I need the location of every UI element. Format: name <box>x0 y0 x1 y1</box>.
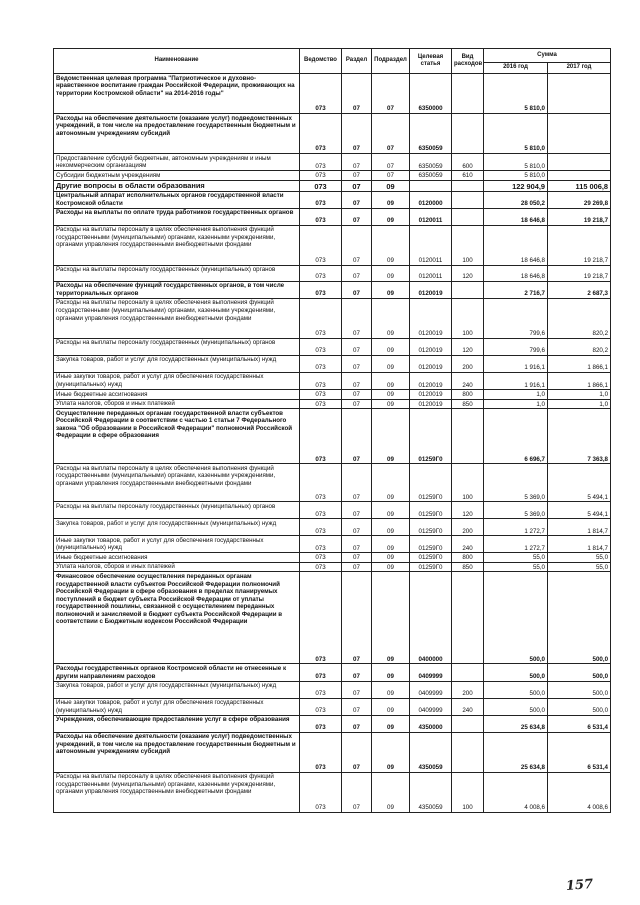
cell-sum-2017: 500,0 <box>548 664 611 681</box>
table-row <box>54 409 611 464</box>
cell-subsection: 09 <box>372 553 410 563</box>
cell-subsection: 07 <box>372 154 410 171</box>
table-row <box>54 732 611 772</box>
cell-target-item: 0120019 <box>410 372 452 389</box>
table-row <box>54 225 611 265</box>
cell-subsection: 09 <box>372 409 410 464</box>
table-row <box>54 298 611 338</box>
cell-subsection: 09 <box>372 225 410 265</box>
cell-department: 073 <box>300 553 342 563</box>
cell-subsection: 09 <box>372 265 410 281</box>
cell-department: 073 <box>300 208 342 225</box>
cell-sum-2017: 6 531,4 <box>548 715 611 732</box>
cell-sum-2017: 115 006,8 <box>548 180 611 191</box>
cell-target-item: 01259Г0 <box>410 409 452 464</box>
cell-department: 073 <box>300 681 342 698</box>
cell-subsection: 07 <box>372 171 410 181</box>
cell-department: 073 <box>300 265 342 281</box>
cell-target-item: 0409999 <box>410 664 452 681</box>
cell-subsection: 09 <box>372 732 410 772</box>
cell-department: 073 <box>300 171 342 181</box>
cell-sum-2016: 500,0 <box>484 664 548 681</box>
cell-section: 07 <box>342 772 372 812</box>
cell-name: Расходы на выплаты персоналу государственных (муниципальных) органов <box>54 338 300 355</box>
cell-sum-2016: 500,0 <box>484 572 548 664</box>
cell-department: 073 <box>300 562 342 572</box>
cell-sum-2017: 2 687,3 <box>548 281 611 298</box>
cell-expense-type <box>452 281 484 298</box>
cell-section: 07 <box>342 536 372 553</box>
cell-department: 073 <box>300 74 342 114</box>
cell-sum-2016: 500,0 <box>484 681 548 698</box>
cell-expense-type <box>452 180 484 191</box>
cell-target-item: 0120011 <box>410 225 452 265</box>
cell-sum-2017: 820,2 <box>548 298 611 338</box>
cell-section: 07 <box>342 338 372 355</box>
cell-sum-2016: 5 369,0 <box>484 502 548 519</box>
cell-sum-2016: 5 810,0 <box>484 114 548 154</box>
cell-target-item: 0120019 <box>410 355 452 372</box>
table-row <box>54 355 611 372</box>
cell-sum-2017: 500,0 <box>548 681 611 698</box>
cell-sum-2017: 1 866,1 <box>548 355 611 372</box>
table-row <box>54 715 611 732</box>
cell-department: 073 <box>300 281 342 298</box>
cell-name: Другие вопросы в области образования <box>54 180 300 191</box>
cell-subsection: 09 <box>372 536 410 553</box>
cell-section: 07 <box>342 265 372 281</box>
cell-subsection: 09 <box>372 464 410 502</box>
cell-section: 07 <box>342 553 372 563</box>
cell-name: Предоставление субсидий бюджетным, автономным учреждениям и иным некоммерческим организациям <box>54 154 300 171</box>
table-row <box>54 191 611 208</box>
cell-expense-type: 240 <box>452 698 484 715</box>
cell-expense-type: 800 <box>452 553 484 563</box>
cell-expense-type <box>452 208 484 225</box>
cell-name: Закупка товаров, работ и услуг для государственных (муниципальных) нужд <box>54 519 300 536</box>
cell-section: 07 <box>342 114 372 154</box>
cell-sum-2017: 5 494,1 <box>548 502 611 519</box>
cell-sum-2016: 1 272,7 <box>484 536 548 553</box>
cell-target-item: 0409999 <box>410 681 452 698</box>
header-year-2017: 2017 год <box>548 63 611 74</box>
cell-department: 073 <box>300 372 342 389</box>
cell-sum-2017: 820,2 <box>548 338 611 355</box>
cell-expense-type: 200 <box>452 519 484 536</box>
cell-name: Финансовое обеспечение осуществления переданных органам государственной власти субъектов Российской Федерации полномочий Российской Федерации в сфере образования в пределах планируемых поступлений в бюджет субъекта Российской Федерации от уплаты государственной пошлины, связанной с осуществлением переданных полномочий и зачисляемой в бюджет субъекта Российской Федерации в соответствии с Бюджетным кодексом Российской Федерации <box>54 572 300 664</box>
cell-sum-2016: 6 696,7 <box>484 409 548 464</box>
cell-section: 07 <box>342 180 372 191</box>
table-row <box>54 154 611 171</box>
table-row <box>54 208 611 225</box>
cell-section: 07 <box>342 390 372 400</box>
cell-department: 073 <box>300 502 342 519</box>
cell-name: Центральный аппарат исполнительных органов государственной власти Костромской области <box>54 191 300 208</box>
table-row <box>54 572 611 664</box>
cell-department: 073 <box>300 732 342 772</box>
cell-sum-2016: 5 810,0 <box>484 154 548 171</box>
cell-subsection: 09 <box>372 281 410 298</box>
cell-sum-2017: 1,0 <box>548 399 611 409</box>
cell-section: 07 <box>342 698 372 715</box>
header-name: Наименование <box>54 49 300 74</box>
cell-department: 073 <box>300 225 342 265</box>
cell-expense-type <box>452 572 484 664</box>
table-row <box>54 265 611 281</box>
cell-sum-2017: 500,0 <box>548 572 611 664</box>
cell-section: 07 <box>342 372 372 389</box>
cell-section: 07 <box>342 298 372 338</box>
cell-name: Расходы на выплаты персоналу в целях обеспечения выполнения функций государственными (муниципальными) органами, казенными учреждениями, органами управления государственными внебюджетными фондами <box>54 298 300 338</box>
cell-target-item: 0120011 <box>410 265 452 281</box>
cell-department: 073 <box>300 698 342 715</box>
cell-sum-2016: 55,0 <box>484 562 548 572</box>
cell-subsection: 09 <box>372 664 410 681</box>
cell-target-item: 01259Г0 <box>410 519 452 536</box>
cell-sum-2016: 799,6 <box>484 298 548 338</box>
header-subsection: Подраздел <box>372 49 410 74</box>
table-row <box>54 536 611 553</box>
cell-section: 07 <box>342 681 372 698</box>
cell-target-item: 0120019 <box>410 390 452 400</box>
cell-department: 073 <box>300 154 342 171</box>
cell-department: 073 <box>300 191 342 208</box>
cell-sum-2016: 5 810,0 <box>484 74 548 114</box>
cell-expense-type: 120 <box>452 502 484 519</box>
cell-department: 073 <box>300 114 342 154</box>
cell-sum-2017 <box>548 154 611 171</box>
cell-section: 07 <box>342 732 372 772</box>
cell-subsection: 09 <box>372 191 410 208</box>
cell-section: 07 <box>342 519 372 536</box>
cell-subsection: 09 <box>372 698 410 715</box>
cell-target-item: 6350059 <box>410 114 452 154</box>
cell-section: 07 <box>342 399 372 409</box>
cell-subsection: 09 <box>372 562 410 572</box>
cell-department: 073 <box>300 464 342 502</box>
header-department: Ведомство <box>300 49 342 74</box>
cell-sum-2016: 1 272,7 <box>484 519 548 536</box>
cell-expense-type: 610 <box>452 171 484 181</box>
cell-subsection: 09 <box>372 519 410 536</box>
cell-expense-type: 240 <box>452 536 484 553</box>
cell-sum-2016: 28 050,2 <box>484 191 548 208</box>
cell-expense-type: 850 <box>452 562 484 572</box>
cell-name: Иные закупки товаров, работ и услуг для обеспечения государственных (муниципальных) нужд <box>54 536 300 553</box>
cell-department: 073 <box>300 409 342 464</box>
cell-sum-2016: 18 646,8 <box>484 225 548 265</box>
cell-department: 073 <box>300 390 342 400</box>
cell-sum-2017: 19 218,7 <box>548 265 611 281</box>
cell-sum-2017 <box>548 74 611 114</box>
cell-department: 073 <box>300 536 342 553</box>
cell-subsection: 09 <box>372 298 410 338</box>
cell-sum-2017 <box>548 114 611 154</box>
cell-target-item: 6350000 <box>410 74 452 114</box>
cell-section: 07 <box>342 715 372 732</box>
table-row <box>54 74 611 114</box>
table-row <box>54 171 611 181</box>
cell-subsection: 09 <box>372 772 410 812</box>
table-row <box>54 698 611 715</box>
cell-department: 073 <box>300 298 342 338</box>
cell-name: Расходы государственных органов Костромской области не отнесенные к другим направлениям расходов <box>54 664 300 681</box>
cell-target-item: 01259Г0 <box>410 562 452 572</box>
cell-target-item: 01259Г0 <box>410 536 452 553</box>
cell-subsection: 09 <box>372 399 410 409</box>
cell-subsection: 09 <box>372 715 410 732</box>
cell-department: 073 <box>300 180 342 191</box>
cell-subsection: 09 <box>372 502 410 519</box>
cell-sum-2017: 500,0 <box>548 698 611 715</box>
cell-sum-2017: 1 814,7 <box>548 536 611 553</box>
table-row <box>54 372 611 389</box>
cell-department: 073 <box>300 572 342 664</box>
header-target-item: Целевая статья <box>410 49 452 74</box>
cell-target-item: 0120011 <box>410 208 452 225</box>
cell-section: 07 <box>342 409 372 464</box>
cell-section: 07 <box>342 664 372 681</box>
cell-name: Расходы на выплаты персоналу в целях обеспечения выполнения функций государственными (муниципальными) органами, казенными учреждениями, органами управления государственными внебюджетными фондами <box>54 464 300 502</box>
cell-department: 073 <box>300 338 342 355</box>
header-sum: Сумма <box>484 49 611 63</box>
page-number: 157 <box>565 877 594 894</box>
cell-target-item: 6350059 <box>410 154 452 171</box>
cell-sum-2016: 1 916,1 <box>484 355 548 372</box>
cell-subsection: 09 <box>372 681 410 698</box>
table-row <box>54 562 611 572</box>
cell-name: Уплата налогов, сборов и иных платежей <box>54 562 300 572</box>
cell-sum-2016: 18 646,8 <box>484 208 548 225</box>
cell-department: 073 <box>300 399 342 409</box>
cell-section: 07 <box>342 74 372 114</box>
cell-sum-2016: 55,0 <box>484 553 548 563</box>
budget-table <box>53 48 611 813</box>
cell-sum-2017: 1 814,7 <box>548 519 611 536</box>
cell-sum-2017 <box>548 171 611 181</box>
table-row <box>54 281 611 298</box>
cell-department: 073 <box>300 772 342 812</box>
table-row <box>54 553 611 563</box>
cell-target-item: 0120000 <box>410 191 452 208</box>
cell-sum-2016: 799,6 <box>484 338 548 355</box>
table-row <box>54 664 611 681</box>
cell-section: 07 <box>342 191 372 208</box>
cell-section: 07 <box>342 502 372 519</box>
cell-name: Расходы на обеспечение функций государственных органов, в том числе территориальных органов <box>54 281 300 298</box>
cell-sum-2016: 25 634,8 <box>484 732 548 772</box>
cell-department: 073 <box>300 715 342 732</box>
cell-section: 07 <box>342 572 372 664</box>
cell-name: Закупка товаров, работ и услуг для государственных (муниципальных) нужд <box>54 355 300 372</box>
table-row <box>54 180 611 191</box>
cell-name: Расходы на выплаты персоналу в целях обеспечения выполнения функций государственными (муниципальными) органами, казенными учреждениями, органами управления государственными внебюджетными фондами <box>54 225 300 265</box>
cell-target-item: 4350059 <box>410 772 452 812</box>
cell-name: Иные закупки товаров, работ и услуг для обеспечения государственных (муниципальных) нужд <box>54 372 300 389</box>
cell-section: 07 <box>342 464 372 502</box>
cell-expense-type: 100 <box>452 772 484 812</box>
cell-target-item: 0120019 <box>410 338 452 355</box>
cell-target-item: 0120019 <box>410 281 452 298</box>
cell-target-item: 01259Г0 <box>410 464 452 502</box>
cell-section: 07 <box>342 355 372 372</box>
cell-sum-2017: 19 218,7 <box>548 225 611 265</box>
cell-subsection: 07 <box>372 74 410 114</box>
cell-section: 07 <box>342 281 372 298</box>
cell-department: 073 <box>300 519 342 536</box>
cell-sum-2017: 5 494,1 <box>548 464 611 502</box>
cell-subsection: 09 <box>372 372 410 389</box>
cell-name: Осуществление переданных органам государственной власти субъектов Российской Федерации в соответствии с частью 1 статьи 7 Федерального закона "Об образовании в Российской Федерации" полномочий Российской Федерации в сфере образования <box>54 409 300 464</box>
cell-sum-2017: 19 218,7 <box>548 208 611 225</box>
table-row <box>54 338 611 355</box>
cell-sum-2016: 25 634,8 <box>484 715 548 732</box>
cell-name: Закупка товаров, работ и услуг для государственных (муниципальных) нужд <box>54 681 300 698</box>
cell-expense-type: 100 <box>452 225 484 265</box>
cell-name: Расходы на выплаты персоналу государственных (муниципальных) органов <box>54 265 300 281</box>
table-row <box>54 399 611 409</box>
cell-name: Иные бюджетные ассигнования <box>54 553 300 563</box>
cell-name: Иные закупки товаров, работ и услуг для обеспечения государственных (муниципальных) нужд <box>54 698 300 715</box>
cell-name: Расходы на обеспечение деятельности (оказание услуг) подведомственных учреждений, в том числе на предоставление государственным бюджетным и автономным учреждениям субсидий <box>54 732 300 772</box>
cell-sum-2016: 122 904,9 <box>484 180 548 191</box>
table-body <box>54 74 611 813</box>
cell-sum-2016: 500,0 <box>484 698 548 715</box>
cell-section: 07 <box>342 154 372 171</box>
cell-sum-2017: 4 008,6 <box>548 772 611 812</box>
cell-expense-type <box>452 74 484 114</box>
cell-sum-2017: 55,0 <box>548 553 611 563</box>
cell-target-item: 6350059 <box>410 171 452 181</box>
cell-name: Учреждения, обеспечивающие предоставление услуг в сфере образования <box>54 715 300 732</box>
cell-target-item: 4350059 <box>410 732 452 772</box>
cell-sum-2016: 4 008,6 <box>484 772 548 812</box>
cell-name: Субсидии бюджетным учреждениям <box>54 171 300 181</box>
cell-section: 07 <box>342 225 372 265</box>
cell-target-item <box>410 180 452 191</box>
cell-sum-2016: 5 369,0 <box>484 464 548 502</box>
cell-sum-2017: 1 866,1 <box>548 372 611 389</box>
cell-target-item: 0120019 <box>410 399 452 409</box>
cell-expense-type <box>452 664 484 681</box>
cell-expense-type: 200 <box>452 355 484 372</box>
cell-sum-2017: 1,0 <box>548 390 611 400</box>
cell-sum-2017: 29 269,8 <box>548 191 611 208</box>
table-row <box>54 502 611 519</box>
cell-department: 073 <box>300 355 342 372</box>
cell-sum-2017: 7 363,8 <box>548 409 611 464</box>
cell-name: Расходы на обеспечение деятельности (оказание услуг) подведомственных учреждений, в том числе на предоставление государственным бюджетным и автономным учреждениям субсидий <box>54 114 300 154</box>
cell-sum-2016: 1,0 <box>484 390 548 400</box>
cell-expense-type <box>452 732 484 772</box>
table-row <box>54 519 611 536</box>
cell-sum-2017: 55,0 <box>548 562 611 572</box>
cell-section: 07 <box>342 208 372 225</box>
cell-expense-type: 850 <box>452 399 484 409</box>
cell-subsection: 09 <box>372 208 410 225</box>
cell-expense-type <box>452 114 484 154</box>
cell-expense-type: 120 <box>452 338 484 355</box>
cell-target-item: 01259Г0 <box>410 553 452 563</box>
cell-sum-2016: 1 916,1 <box>484 372 548 389</box>
cell-expense-type: 800 <box>452 390 484 400</box>
cell-subsection: 09 <box>372 338 410 355</box>
cell-subsection: 09 <box>372 355 410 372</box>
cell-sum-2016: 18 646,8 <box>484 265 548 281</box>
cell-sum-2016: 5 810,0 <box>484 171 548 181</box>
cell-sum-2016: 2 716,7 <box>484 281 548 298</box>
cell-name: Ведомственная целевая программа "Патриотическое и духовно-нравственное воспитание граждан Российской Федерации, проживающих на территории Костромской области" на 2014-2016 годы" <box>54 74 300 114</box>
cell-department: 073 <box>300 664 342 681</box>
cell-subsection: 09 <box>372 572 410 664</box>
cell-target-item: 0409999 <box>410 698 452 715</box>
cell-subsection: 09 <box>372 390 410 400</box>
header-year-2016: 2016 год <box>484 63 548 74</box>
cell-expense-type: 200 <box>452 681 484 698</box>
table-row <box>54 464 611 502</box>
cell-name: Расходы на выплаты персоналу в целях обеспечения выполнения функций государственными (муниципальными) органами, казенными учреждениями, органами управления государственными внебюджетными фондами <box>54 772 300 812</box>
cell-expense-type <box>452 409 484 464</box>
cell-sum-2016: 1,0 <box>484 399 548 409</box>
table-row <box>54 681 611 698</box>
cell-expense-type: 120 <box>452 265 484 281</box>
cell-target-item: 0120019 <box>410 298 452 338</box>
cell-name: Расходы на выплаты по оплате труда работников государственных органов <box>54 208 300 225</box>
cell-target-item: 4350000 <box>410 715 452 732</box>
cell-expense-type <box>452 715 484 732</box>
table-row <box>54 772 611 812</box>
cell-expense-type: 600 <box>452 154 484 171</box>
cell-expense-type: 100 <box>452 298 484 338</box>
cell-target-item: 01259Г0 <box>410 502 452 519</box>
cell-name: Расходы на выплаты персоналу государственных (муниципальных) органов <box>54 502 300 519</box>
table-row <box>54 390 611 400</box>
header-expense-type: Вид расходов <box>452 49 484 74</box>
cell-target-item: 0400000 <box>410 572 452 664</box>
cell-expense-type: 240 <box>452 372 484 389</box>
budget-sheet <box>53 48 610 813</box>
cell-sum-2017: 6 531,4 <box>548 732 611 772</box>
cell-section: 07 <box>342 562 372 572</box>
cell-expense-type <box>452 191 484 208</box>
table-row <box>54 114 611 154</box>
cell-section: 07 <box>342 171 372 181</box>
cell-name: Уплата налогов, сборов и иных платежей <box>54 399 300 409</box>
header-section: Раздел <box>342 49 372 74</box>
cell-name: Иные бюджетные ассигнования <box>54 390 300 400</box>
cell-expense-type: 100 <box>452 464 484 502</box>
cell-subsection: 07 <box>372 114 410 154</box>
cell-subsection: 09 <box>372 180 410 191</box>
